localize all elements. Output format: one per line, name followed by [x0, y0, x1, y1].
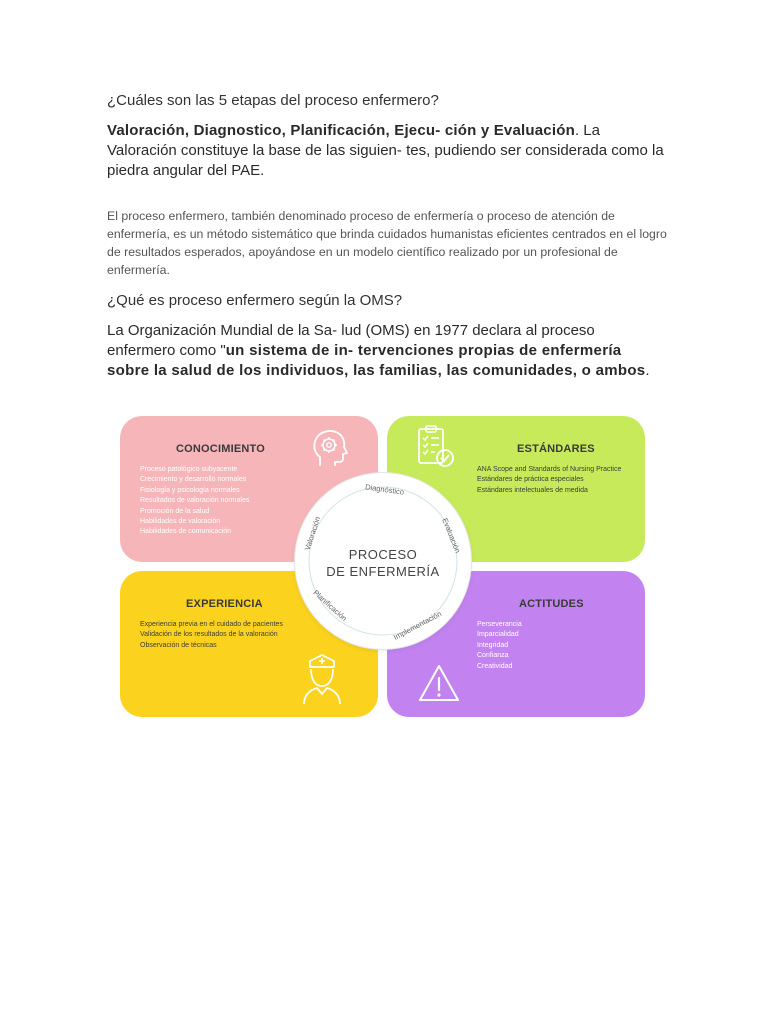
- process-center-circle: [295, 473, 471, 649]
- list-item: Promoción de la salud: [140, 507, 210, 515]
- nurse-icon: [300, 651, 344, 705]
- head-gear-icon: [308, 426, 352, 470]
- stages-paragraph: [107, 121, 667, 181]
- list-item: Habilidades de valoración: [140, 518, 221, 526]
- warning-triangle-icon: [417, 663, 461, 703]
- stage-diagnostico: Diagnóstico: [364, 482, 405, 497]
- estandares-list: [477, 465, 621, 496]
- list-item: Integridad: [477, 641, 509, 649]
- question-oms: ¿Qué es proceso enfermero según la OMS?: [107, 292, 403, 309]
- list-item: Estándares intelectuales de medida: [477, 486, 588, 494]
- list-item: Observación de técnicas: [140, 641, 217, 649]
- list-item: Perseverancia: [477, 621, 522, 628]
- list-item: Fisiología y psicología normales: [140, 486, 240, 494]
- oms-intro: La Organización Mundial de la Sa- lud (OMS) en 1977 declara al proceso enfermero como ": [107, 322, 595, 359]
- list-item: Crecimiento y desarrollo normales: [140, 476, 247, 484]
- question-five-stages: ¿Cuáles son las 5 etapas del proceso enfermero?: [107, 92, 439, 109]
- actitudes-title: ACTITUDES: [519, 598, 584, 610]
- experiencia-title: EXPERIENCIA: [186, 598, 263, 610]
- list-item: Imparcialidad: [477, 631, 519, 639]
- list-item: Creatividad: [477, 662, 513, 670]
- conocimiento-list: [140, 465, 249, 538]
- stage-implementacion: Implementación: [391, 609, 443, 642]
- oms-definition-bold: un sistema de in- tervenciones propias de enfermería sobre la salud de los individuos, las familias, las comunidades, o ambos: [107, 342, 646, 379]
- list-item: Proceso patológico subyacente: [140, 466, 238, 473]
- list-item: Habilidades de comunicación: [140, 528, 232, 536]
- list-item: Resultados de valoración normales: [140, 497, 250, 505]
- stages-list-bold: Valoración, Diagnostico, Planificación, Ejecu- ción y Evaluación: [107, 122, 575, 139]
- experiencia-list: [140, 620, 283, 651]
- center-title-line2: DE ENFERMERÍA: [326, 564, 440, 579]
- estandares-title: ESTÁNDARES: [517, 443, 595, 455]
- actitudes-list: [477, 620, 522, 672]
- list-item: Confianza: [477, 652, 509, 660]
- list-item: ANA Scope and Standards of Nursing Practice: [477, 466, 622, 473]
- stage-evaluacion: Evaluación: [440, 516, 463, 555]
- definition-paragraph: El proceso enfermero, también denominado proceso de enfermería o proceso de atención de enfermería, es un método sistemático que brinda cuidados humanistas eficientes centrados en el logro de resultados esperados, apoyándose en un modelo científico realizado por un profesional de enfermería.: [107, 209, 667, 277]
- list-item: Experiencia previa en el cuidado de pacientes: [140, 621, 283, 628]
- checklist-icon: [413, 424, 457, 470]
- nursing-process-diagram: [120, 416, 646, 718]
- stages-description: . La Valoración constituye la base de las siguien- tes, pudiendo ser considerada como la piedra angular del PAE.: [107, 122, 664, 179]
- oms-paragraph: [107, 321, 667, 381]
- center-title-line1: PROCESO: [348, 547, 418, 562]
- list-item: Estándares de práctica especiales: [477, 476, 584, 484]
- list-item: Validación de los resultados de la valoración: [140, 631, 278, 639]
- stage-planificacion: Planificación: [311, 588, 349, 623]
- oms-end: .: [645, 362, 650, 379]
- stage-valoracion: Valoración: [302, 515, 323, 552]
- conocimiento-title: CONOCIMIENTO: [176, 443, 265, 455]
